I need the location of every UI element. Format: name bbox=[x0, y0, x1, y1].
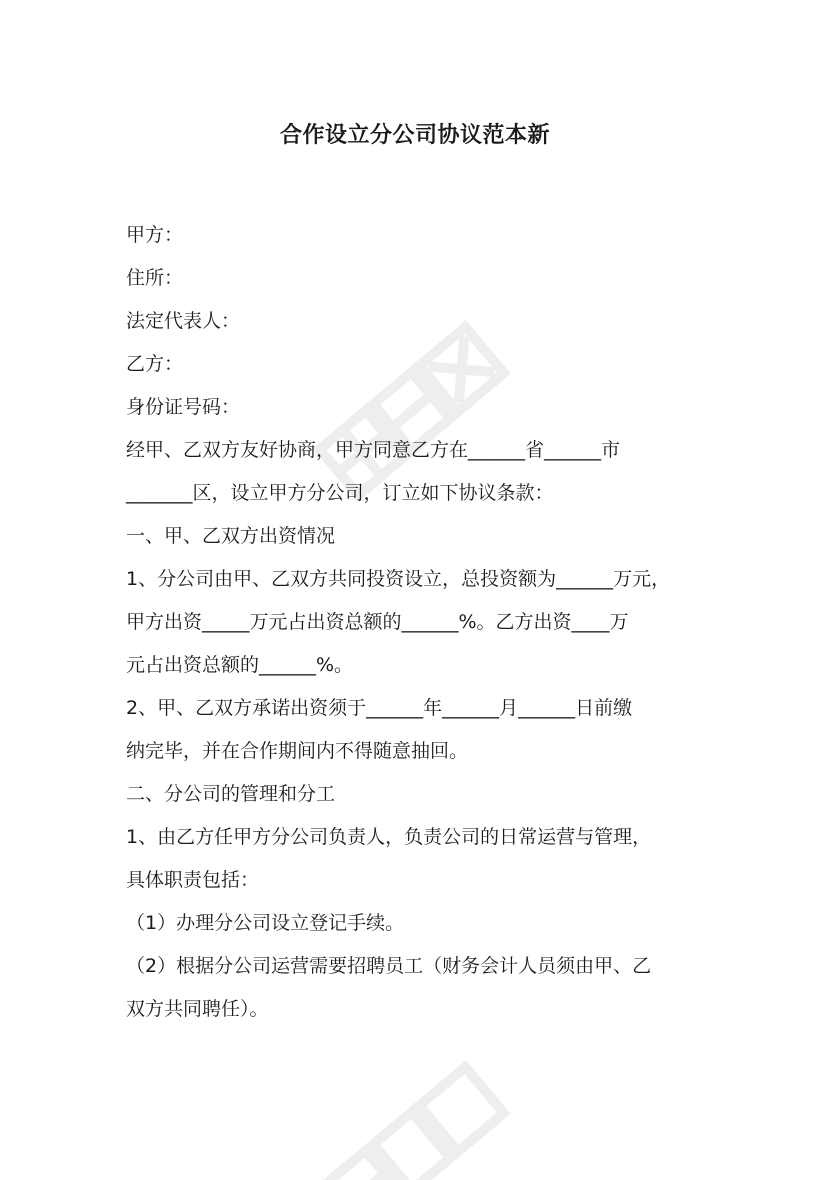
preamble-line: 经甲、乙双方友好协商，甲方同意乙方在______省______市 bbox=[126, 439, 621, 461]
legal-rep-line: 法定代表人： bbox=[126, 310, 241, 332]
clause-line: 纳完毕，并在合作期间内不得随意抽回。 bbox=[126, 740, 469, 762]
document-title: 合作设立分公司协议范本新 bbox=[279, 123, 550, 148]
sub-clause-line: （1）办理分公司设立登记手续。 bbox=[126, 912, 405, 934]
clause-line: 元占出资总额的______%。 bbox=[126, 654, 354, 676]
sub-clause-line: 双方共同聘任）。 bbox=[126, 998, 269, 1020]
clause-line: 1、分公司由甲、乙双方共同投资设立，总投资额为______万元， bbox=[126, 568, 671, 590]
clause-line: 具体职责包括： bbox=[126, 869, 260, 891]
clause-line: 1、由乙方任甲方分公司负责人，负责公司的日常运营与管理， bbox=[126, 826, 652, 848]
id-number-line: 身份证号码： bbox=[126, 396, 241, 418]
sub-clause-line: （2）根据分公司运营需要招聘员工（财务会计人员须由甲、乙 bbox=[126, 955, 652, 977]
clause-line: 甲方出资_____万元占出资总额的______%。乙方出资____万 bbox=[126, 611, 629, 633]
address-line: 住所： bbox=[126, 267, 184, 289]
section-heading: 一、甲、乙双方出资情况 bbox=[126, 525, 336, 547]
document-body bbox=[126, 214, 712, 1031]
watermark-bottom-icon bbox=[300, 1040, 530, 1180]
clause-line: 2、甲、乙双方承诺出资须于______年______月______日前缴 bbox=[126, 697, 633, 719]
party-a-line: 甲方： bbox=[126, 224, 184, 246]
party-b-line: 乙方： bbox=[126, 353, 184, 375]
preamble-line: _______区，设立甲方分公司，订立如下协议条款： bbox=[126, 482, 554, 504]
section-heading: 二、分公司的管理和分工 bbox=[126, 783, 336, 805]
